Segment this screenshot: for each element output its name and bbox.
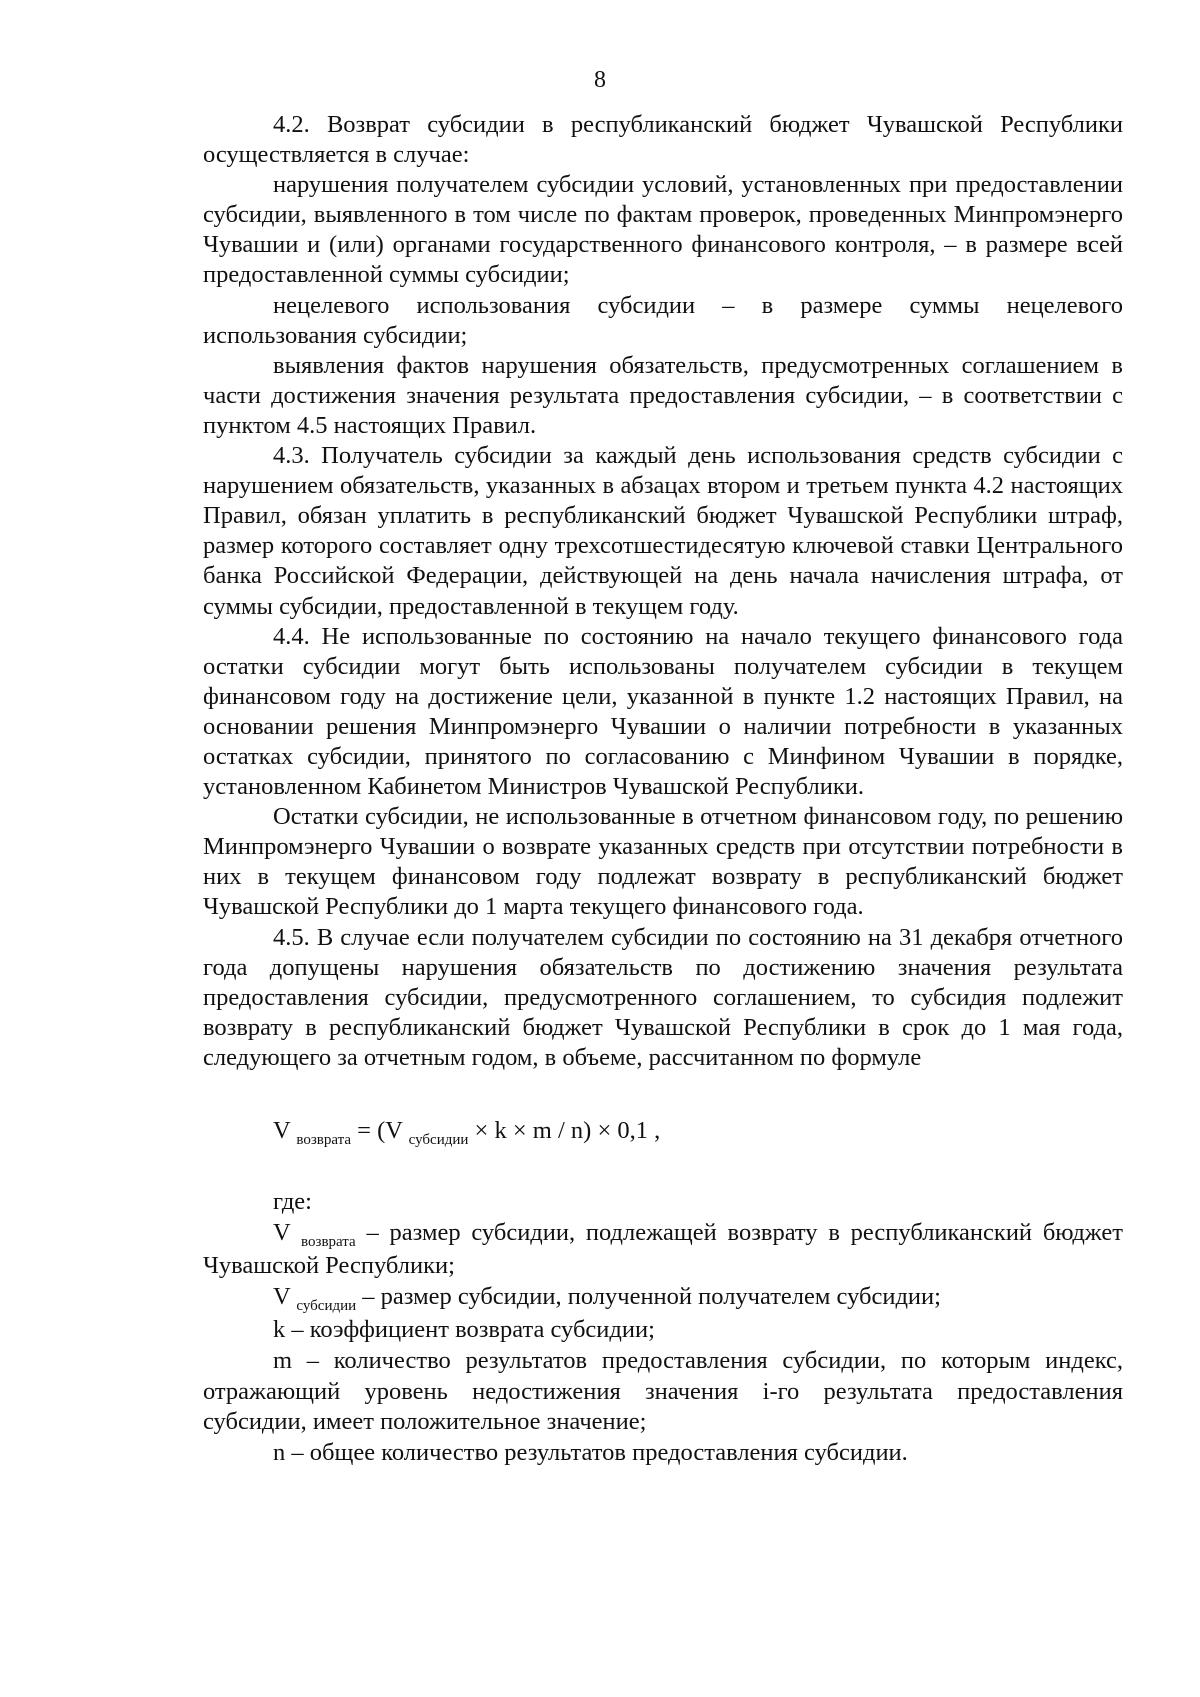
definition-v-subsidy [203,1282,1123,1316]
document-body [203,110,1123,1468]
definition-n: n – общее количество результатов предоставления субсидии. [273,1438,908,1466]
paragraph-block [203,110,1123,1073]
where-intro: где: [273,1188,312,1215]
paragraph-4-5: 4.5. В случае если получателем субсидии по состоянию на 31 декабря отчетного года допущены нарушения обязательств по достижению значения результата предоставления субсидии, предусмотренного соглашением, то субсидия подлежит возврату в республиканский бюджет Чувашской Республики в срок до 1 мая года, следующего за отчетным годом, в объеме, рассчитанном по формуле [203,923,1123,1071]
formula-v-return: V [273,1117,291,1144]
definition-m: m – количество результатов предоставления субсидии, по которым индекс, отражающий уровень недостижения значения i-го результата предоставления субсидии, имеет положительное значение; [203,1346,1123,1436]
return-formula [203,1115,1123,1150]
formula-rest: × k × m / n) × 0,1 , [468,1117,661,1144]
paragraph-violation-conditions: нарушения получателем субсидии условий, установленных при предоставлении субсидии, выявленного в том числе по фактам проверок, проведенных Минпромэнерго Чувашии и (или) органами государственного финансового контроля, – в размере всей предоставленной суммы субсидии; [203,171,1123,289]
paragraph-4-4: 4.4. Не использованные по состоянию на начало текущего финансового года остатки субсидии могут быть использованы получателем субсидии в текущем финансовом году на достижение цели, указанной в пункте 1.2 настоящих Правил, на основании решения Минпромэнерго Чувашии о наличии потребности в указанных остатках субсидии, принятого по согласованию с Минфином Чувашии в порядке, установленном Кабинетом Министров Чувашской Республики. [203,622,1123,801]
definition-k: k – коэффициент возврата субсидии; [273,1316,655,1344]
definition-v-subsidy-text: – размер субсидии, полученной получателем субсидии; [356,1282,941,1310]
definition-v-return-var: V [273,1218,291,1246]
formula-v-return-subscript: возврата [296,1132,352,1148]
formula-equals-open: = (V [351,1117,403,1144]
paragraph-obligation-breach: выявления фактов нарушения обязательств, предусмотренных соглашением в части достижения значения результата предоставления субсидии, – в соответствии с пунктом 4.5 настоящих Правил. [203,351,1123,439]
definition-v-return [203,1218,1123,1282]
definition-v-return-text: – размер субсидии, подлежащей возврату в республиканский бюджет Чувашской Республики; [203,1218,1123,1280]
paragraph-4-3: 4.3. Получатель субсидии за каждый день использования средств субсидии с нарушением обязательств, указанных в абзацах втором и третьем пункта 4.2 настоящих Правил, обязан уплатить в республиканский бюджет Чувашской Республики штраф, размер которого составляет одну трехсотшестидесятую ключевой ставки Центрального банка Российской Федерации, действующей на день начала начисления штрафа, от суммы субсидии, предоставленной в текущем году. [203,442,1123,620]
formula-v-subsidy-subscript: субсидии [408,1132,469,1148]
definition-v-subsidy-subscript: субсидии [296,1297,357,1314]
definition-v-return-subscript: возврата [301,1233,356,1250]
paragraph-remainders: Остатки субсидии, не использованные в отчетном финансовом году, по решению Минпромэнерго Чувашии о возврате указанных средств при отсутствии потребности в них в текущем финансовом году подлежат возврату в республиканский бюджет Чувашской Республики до 1 марта текущего финансового года. [203,803,1123,921]
definition-v-subsidy-var: V [273,1282,291,1310]
variable-definitions [203,1187,1123,1468]
page-number: 8 [594,67,606,93]
paragraph-4-2: 4.2. Возврат субсидии в республиканский бюджет Чувашской Республики осуществляется в случае: [203,111,1123,169]
paragraph-misuse: нецелевого использования субсидии – в размере суммы нецелевого использования субсидии; [203,291,1123,349]
